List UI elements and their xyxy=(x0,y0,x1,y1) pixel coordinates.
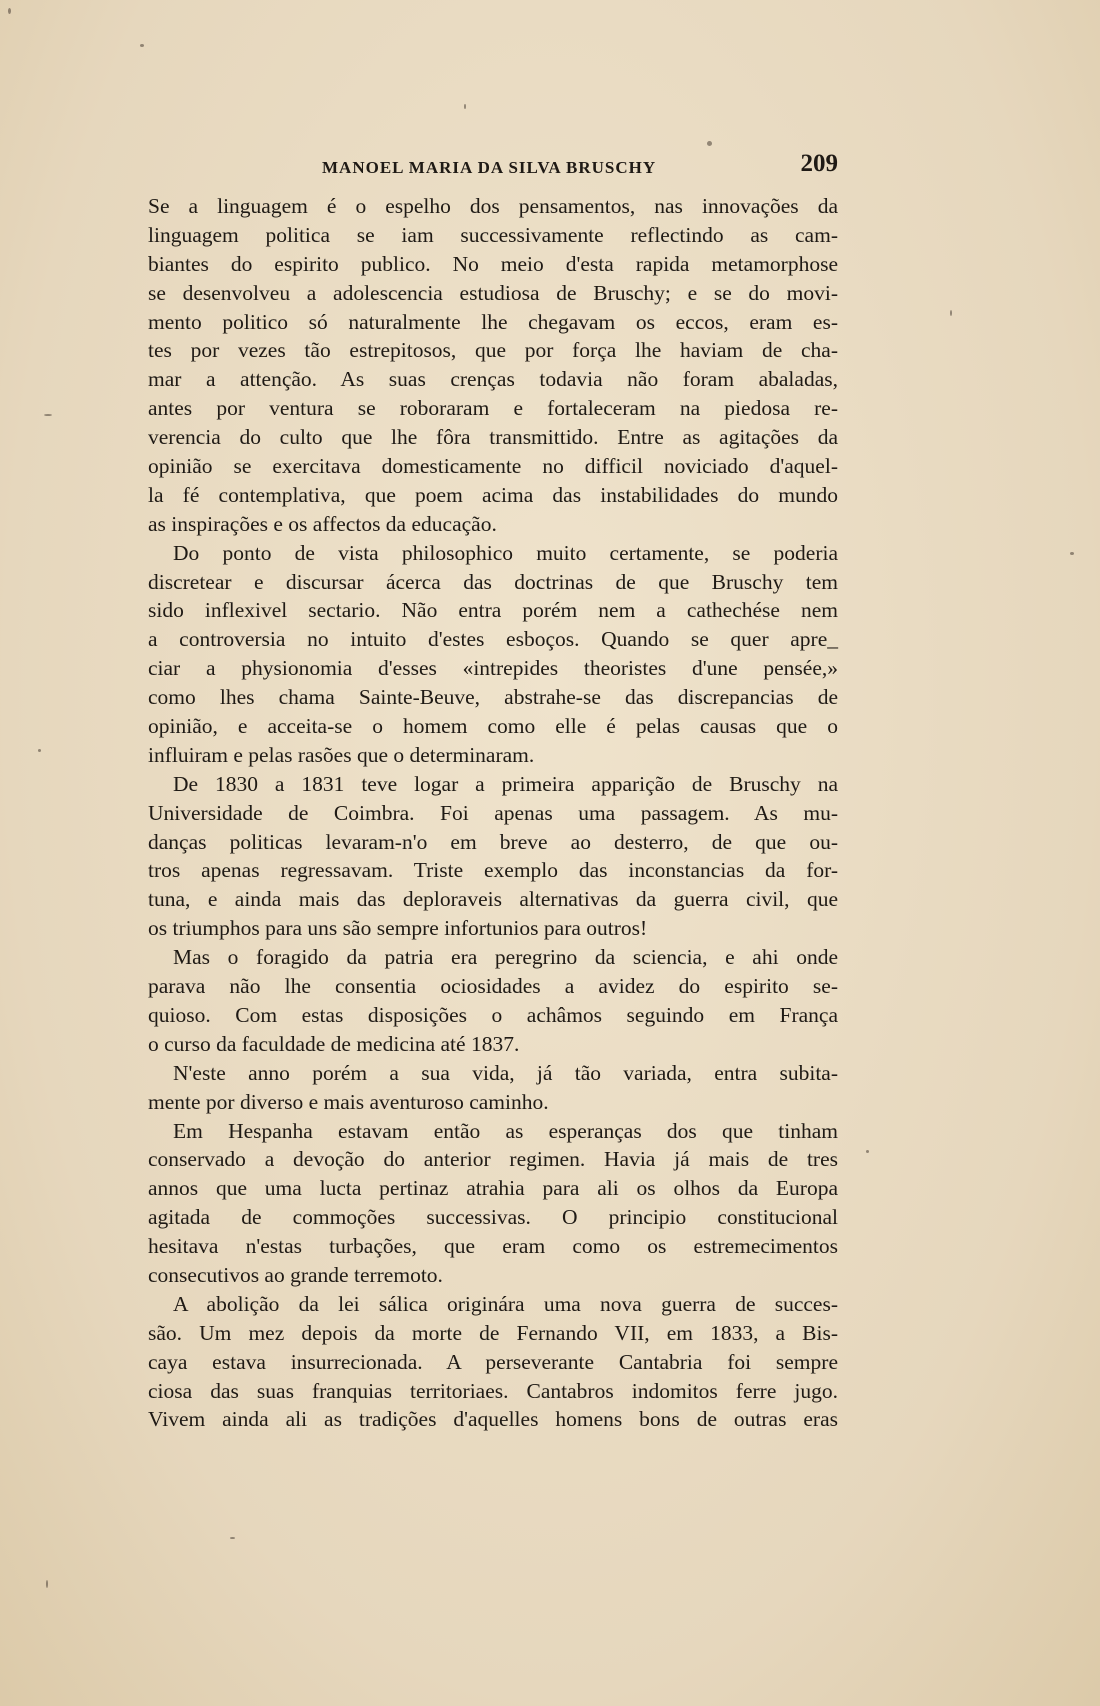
text-line: antes por ventura se roboraram e fortaleceram na piedosa re- xyxy=(148,396,838,421)
text-line: o curso da faculdade de medicina até 1837. xyxy=(148,1031,520,1056)
text-line: caya estava insurrecionada. A perseverante Cantabria foi sempre xyxy=(148,1349,838,1374)
paper-speck xyxy=(230,1537,235,1539)
text-line: mento politico só naturalmente lhe chegavam os eccos, eram es- xyxy=(148,309,838,334)
text-line: os triumphos para uns são sempre infortunios para outros! xyxy=(148,916,648,941)
text-line: consecutivos ao grande terremoto. xyxy=(148,1262,443,1287)
paper-speck xyxy=(46,1580,48,1588)
text-line: quioso. Com estas disposições o achâmos seguindo em França xyxy=(148,1002,838,1027)
text-line: sido inflexivel sectario. Não entra porém nem a cathechése nem xyxy=(148,598,838,623)
text-line: são. Um mez depois da morte de Fernando VII, em 1833, a Bis- xyxy=(148,1320,838,1345)
body-text xyxy=(148,192,838,1434)
text-line: tuna, e ainda mais das deploraveis alternativas da guerra civil, que xyxy=(148,887,838,912)
text-line: conservado a devoção do anterior regimen. Havia já mais de tres xyxy=(148,1147,838,1172)
paper-speck xyxy=(140,44,144,47)
paper-speck xyxy=(707,141,712,146)
text-line: Se a linguagem é o espelho dos pensamentos, nas innovações da xyxy=(148,194,838,218)
paper-speck xyxy=(866,1150,869,1153)
text-line: parava não lhe consentia ociosidades a avidez do espirito se- xyxy=(148,974,838,999)
text-line: Universidade de Coimbra. Foi apenas uma passagem. As mu- xyxy=(148,800,838,825)
paper-speck xyxy=(38,749,41,752)
text-line: Em Hespanha estavam então as esperanças dos que tinham xyxy=(173,1118,838,1143)
text-line: ciosa das suas franquias territoriaes. Cantabros indomitos ferre jugo. xyxy=(148,1378,838,1403)
running-head: MANOEL MARIA DA SILVA BRUSCHY xyxy=(322,158,657,177)
text-line: Vivem ainda ali as tradições d'aquelles homens bons de outras eras xyxy=(148,1407,838,1432)
text-line: N'este anno porém a sua vida, já tão variada, entra subita- xyxy=(173,1060,838,1085)
paper-speck xyxy=(8,8,11,14)
paper-speck xyxy=(464,104,466,109)
text-line: opinião se exercitava domesticamente no difficil noviciado d'aquel- xyxy=(148,454,838,479)
paper-speck xyxy=(950,310,952,316)
text-line: Do ponto de vista philosophico muito certamente, se poderia xyxy=(173,540,838,565)
text-line: la fé contemplativa, que poem acima das instabilidades do mundo xyxy=(148,482,838,507)
text-line: opinião, e acceita-se o homem como elle é pelas causas que o xyxy=(148,714,838,739)
paper-speck xyxy=(1070,552,1074,555)
text-line: a controversia no intuito d'estes esboços. Quando se quer apre_ xyxy=(148,627,838,652)
page-number: 209 xyxy=(800,150,838,177)
text-line: tes por vezes tão estrepitosos, que por força lhe haviam de cha- xyxy=(148,338,838,363)
text-line: como lhes chama Sainte-Beuve, abstrahe-se das discrepancias de xyxy=(148,685,838,710)
text-line: hesitava n'estas turbações, que eram como os estremecimentos xyxy=(148,1234,838,1259)
text-line: verencia do culto que lhe fôra transmittido. Entre as agitações da xyxy=(148,425,838,450)
text-line: tros apenas regressavam. Triste exemplo das inconstancias da for- xyxy=(148,858,838,883)
text-line: mente por diverso e mais aventuroso caminho. xyxy=(148,1089,549,1114)
page-header xyxy=(148,150,838,184)
text-line: ciar a physionomia d'esses «intrepides theoristes d'une pensée,» xyxy=(148,656,838,681)
text-line: danças politicas levaram-n'o em breve ao desterro, de que ou- xyxy=(148,829,838,854)
text-line: linguagem politica se iam successivamente reflectindo as cam- xyxy=(148,222,838,247)
text-line: influiram e pelas rasões que o determinaram. xyxy=(148,742,535,767)
text-line: annos que uma lucta pertinaz atrahia para ali os olhos da Europa xyxy=(148,1176,838,1201)
text-line: discretear e discursar ácerca das doctrinas de que Bruschy tem xyxy=(148,569,838,594)
text-line: biantes do espirito publico. No meio d'esta rapida metamorphose xyxy=(148,251,838,276)
text-line: A abolição da lei sálica originára uma nova guerra de succes- xyxy=(173,1291,838,1316)
text-line: as inspirações e os affectos da educação. xyxy=(148,511,497,536)
text-line: se desenvolveu a adolescencia estudiosa de Bruschy; e se do movi- xyxy=(148,280,838,305)
text-line: Mas o foragido da patria era peregrino da sciencia, e ahi onde xyxy=(173,945,838,970)
text-line: agitada de commoções successivas. O principio constitucional xyxy=(148,1205,838,1230)
text-line: De 1830 a 1831 teve logar a primeira apparição de Bruschy na xyxy=(173,771,838,796)
text-line: mar a attenção. As suas crenças todavia não foram abaladas, xyxy=(148,367,838,392)
paper-speck xyxy=(44,414,52,416)
